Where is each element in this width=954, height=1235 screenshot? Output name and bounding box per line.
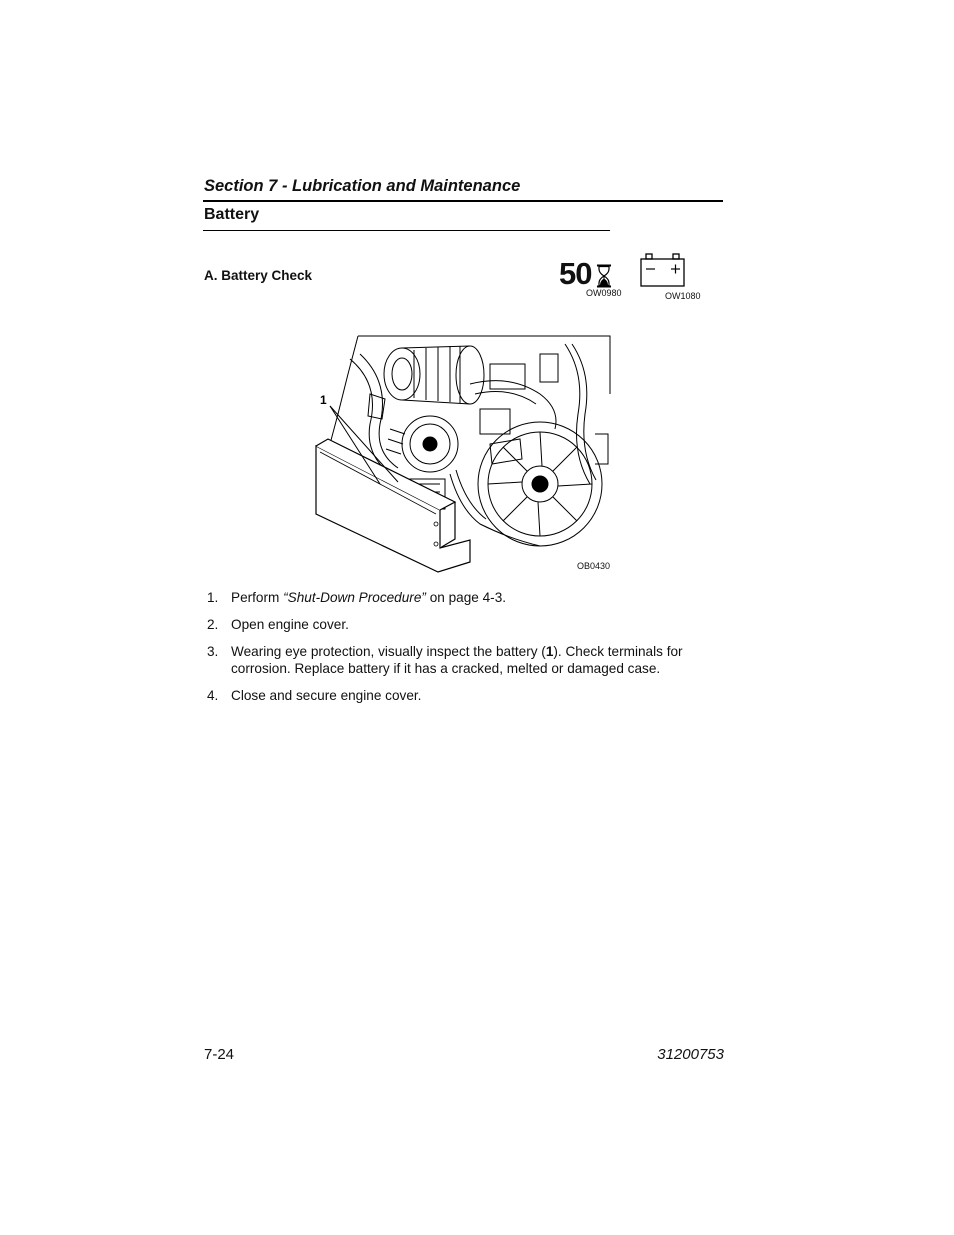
procedure-title: A. Battery Check xyxy=(204,268,313,283)
step-text: Close and secure engine cover. xyxy=(231,688,422,703)
figure-callout: 1 xyxy=(320,393,327,407)
step-item xyxy=(207,643,717,677)
step-number: 2. xyxy=(207,617,219,632)
step-item xyxy=(207,589,717,606)
step-item xyxy=(207,616,717,633)
page-number: 7-24 xyxy=(204,1046,235,1063)
step-text: on page 4-3. xyxy=(425,590,507,605)
step-number: 3. xyxy=(207,644,219,659)
step-text: Perform xyxy=(231,590,284,605)
header-rule xyxy=(203,200,723,202)
hourglass-icon xyxy=(596,264,612,288)
step-callout-ref: 1 xyxy=(545,644,554,659)
step-text: ). Check terminals for corrosion. Replace battery if it has a cracked, melted or damaged case. xyxy=(231,644,683,676)
subsection-rule xyxy=(203,230,610,231)
interval-hours: 50 xyxy=(559,256,592,291)
battery-icon xyxy=(640,253,686,287)
section-title: Section 7 - Lubrication and Maintenance xyxy=(204,177,521,195)
subsection-title: Battery xyxy=(204,206,260,223)
step-number: 1. xyxy=(207,590,219,605)
step-reference: “Shut-Down Procedure” xyxy=(283,590,426,605)
engine-battery-illustration xyxy=(310,334,615,574)
step-text: Wearing eye protection, visually inspect the battery ( xyxy=(231,644,546,659)
step-item xyxy=(207,687,717,704)
step-number: 4. xyxy=(207,688,219,703)
interval-icon-code: OW0980 xyxy=(586,288,622,298)
procedure-steps xyxy=(207,589,717,714)
battery-icon-code: OW1080 xyxy=(665,291,701,301)
figure-code: OB0430 xyxy=(577,561,611,571)
document-number: 31200753 xyxy=(657,1046,724,1063)
step-text: Open engine cover. xyxy=(231,617,349,632)
